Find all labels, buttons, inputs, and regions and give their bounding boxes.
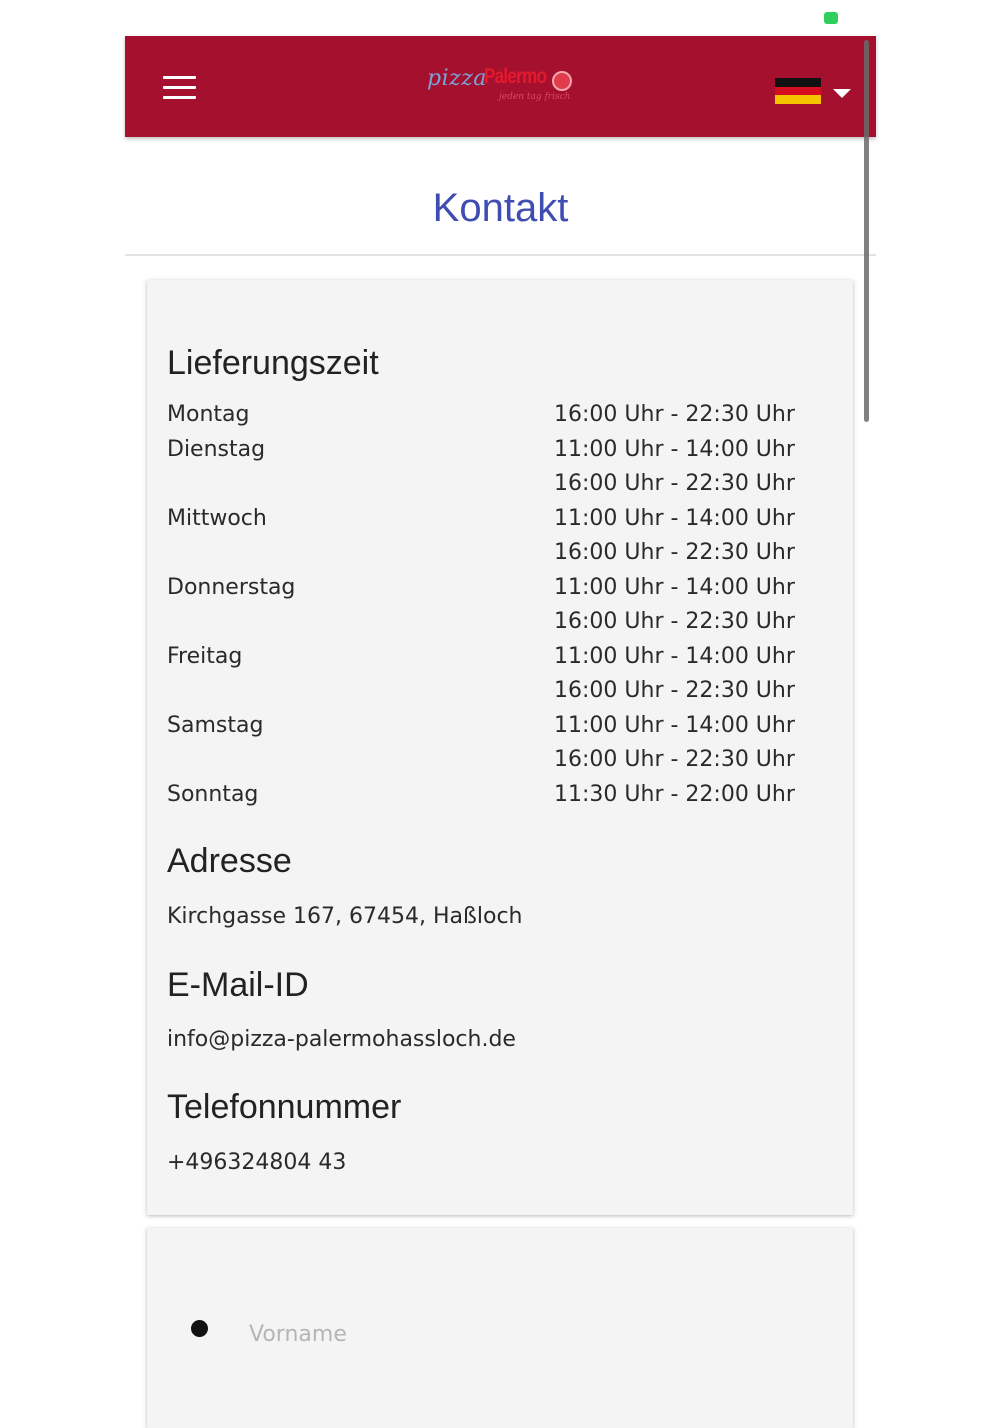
schedule-time: 16:00 Uhr - 22:30 Uhr bbox=[554, 471, 795, 496]
page-title: Kontakt bbox=[432, 186, 569, 230]
phone-heading: Telefonnummer bbox=[167, 1088, 402, 1126]
first-name-field[interactable]: Vorname bbox=[249, 1322, 347, 1347]
logo-tagline: jeden tag frisch bbox=[499, 92, 571, 102]
address-heading: Adresse bbox=[167, 842, 292, 880]
top-app-bar bbox=[125, 36, 876, 137]
germany-flag-icon[interactable] bbox=[775, 78, 821, 104]
schedule-day: Mittwoch bbox=[167, 505, 267, 531]
schedule-day: Freitag bbox=[167, 643, 243, 669]
schedule-time: 11:00 Uhr - 14:00 Uhr bbox=[554, 505, 795, 531]
schedule-time: 16:00 Uhr - 22:30 Uhr bbox=[554, 540, 795, 565]
status-indicator-icon bbox=[824, 12, 838, 24]
logo-word-palermo: Palermo bbox=[484, 65, 547, 88]
schedule-time: 11:00 Uhr - 14:00 Uhr bbox=[554, 436, 795, 462]
schedule-time: 11:00 Uhr - 14:00 Uhr bbox=[554, 643, 795, 669]
delivery-time-heading: Lieferungszeit bbox=[167, 344, 379, 382]
logo-word-pizza: pizza bbox=[427, 66, 487, 91]
email-heading: E-Mail-ID bbox=[167, 966, 309, 1004]
schedule-time: 16:00 Uhr - 22:30 Uhr bbox=[554, 678, 795, 703]
scrollbar[interactable] bbox=[864, 40, 869, 422]
address-text: Kirchgasse 167, 67454, Haßloch bbox=[167, 904, 523, 929]
contact-info-card bbox=[147, 280, 853, 1215]
app-frame bbox=[125, 36, 876, 1347]
schedule-time: 16:00 Uhr - 22:30 Uhr bbox=[554, 747, 795, 772]
schedule-day: Montag bbox=[167, 402, 250, 427]
schedule-day: Samstag bbox=[167, 712, 264, 738]
menu-icon[interactable] bbox=[163, 76, 196, 100]
schedule-time: 11:00 Uhr - 14:00 Uhr bbox=[554, 712, 795, 738]
logo-badge-icon bbox=[552, 71, 572, 91]
language-dropdown-caret-icon[interactable] bbox=[833, 89, 851, 98]
bullet-icon bbox=[191, 1320, 208, 1337]
schedule-time: 16:00 Uhr - 22:30 Uhr bbox=[554, 609, 795, 634]
schedule-time: 11:30 Uhr - 22:00 Uhr bbox=[554, 781, 795, 807]
pizza-palermo-logo[interactable] bbox=[427, 66, 573, 108]
schedule-day: Dienstag bbox=[167, 436, 266, 462]
schedule-day: Sonntag bbox=[167, 781, 259, 807]
schedule-day: Donnerstag bbox=[167, 574, 296, 600]
schedule-time: 16:00 Uhr - 22:30 Uhr bbox=[554, 402, 795, 427]
contact-form-card bbox=[147, 1228, 853, 1428]
divider bbox=[125, 254, 876, 256]
schedule-time: 11:00 Uhr - 14:00 Uhr bbox=[554, 574, 795, 600]
email-link[interactable]: info@pizza-palermohassloch.de bbox=[167, 1027, 516, 1052]
phone-link[interactable]: +496324804 43 bbox=[167, 1150, 347, 1175]
